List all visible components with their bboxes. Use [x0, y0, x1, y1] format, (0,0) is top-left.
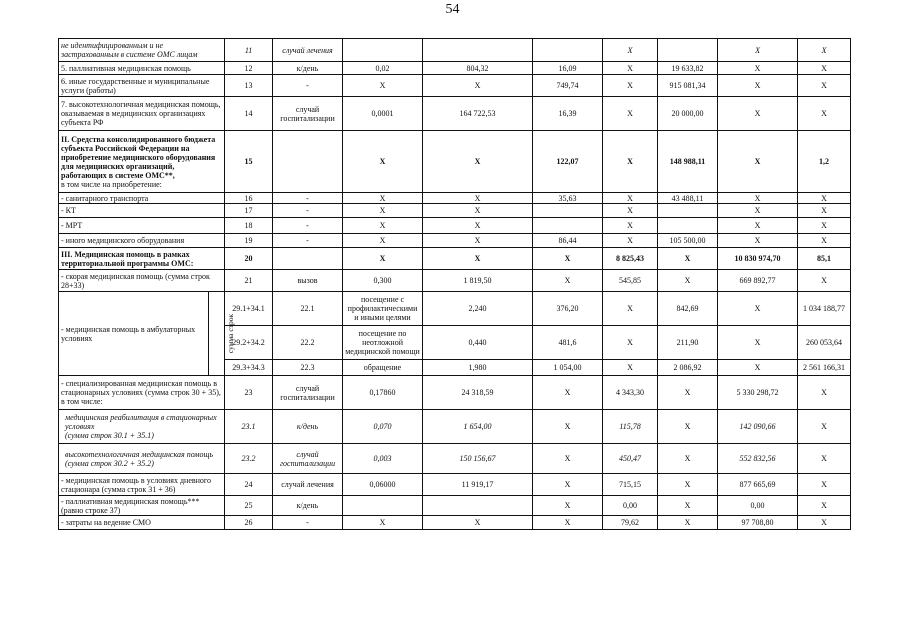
section-heading: III. Медицинская помощь в рамках территориальной программы ОМС:: [59, 248, 225, 270]
row-name: - затраты на ведение СМО: [59, 516, 225, 530]
row-value: 148 988,11: [658, 131, 718, 193]
row-value: X: [533, 270, 603, 292]
row-number: 11: [225, 39, 273, 62]
row-unit: -: [273, 75, 343, 97]
row-value: [533, 204, 603, 218]
row-unit: случай лечения: [273, 39, 343, 62]
row-number: 23.2: [225, 444, 273, 474]
table-row: [59, 516, 851, 530]
row-value: 24 318,59: [423, 376, 533, 410]
row-value: X: [718, 218, 798, 234]
row-unit: посещение по неотложной медицинской помощи: [343, 326, 423, 360]
row-value: 97 708,80: [718, 516, 798, 530]
row-value: 0,00: [603, 496, 658, 516]
row-value: 2 086,92: [658, 360, 718, 376]
row-value: 0,00: [718, 496, 798, 516]
row-value: [533, 39, 603, 62]
sum-label-text: сумма строк: [226, 313, 236, 354]
page-number: 54: [445, 2, 460, 17]
row-value: [343, 496, 423, 516]
row-value: 260 053,64: [798, 326, 851, 360]
row-value: 552 832,56: [718, 444, 798, 474]
row-value: X: [343, 248, 423, 270]
row-value: 2,240: [423, 292, 533, 326]
row-value: 749,74: [533, 75, 603, 97]
row-value: 0,02: [343, 62, 423, 75]
row-name: - медицинская помощь в условиях дневного стационара (сумма строк 31 + 36): [59, 474, 225, 496]
section-heading: II. Средства консолидированного бюджета субъекта Российской Федерации на приобретение медицинского оборудования для медицинских организаций, работающих в системе ОМС**,: [61, 134, 216, 180]
row-name: [59, 410, 225, 444]
row-value: 0,17860: [343, 376, 423, 410]
table-row: [59, 444, 851, 474]
row-value: X: [603, 292, 658, 326]
row-number: 21: [225, 270, 273, 292]
row-value: X: [343, 131, 423, 193]
row-value: X: [798, 444, 851, 474]
row-value: 16,39: [533, 97, 603, 131]
row-number: 13: [225, 75, 273, 97]
row-value: 2 561 166,31: [798, 360, 851, 376]
row-number: 15: [225, 131, 273, 193]
row-value: X: [343, 218, 423, 234]
row-value: X: [658, 270, 718, 292]
row-value: X: [423, 234, 533, 248]
row-number: 14: [225, 97, 273, 131]
row-name: - специализированная медицинская помощь в стационарных условиях (сумма строк 30 + 35), в том числе:: [59, 376, 225, 410]
row-value: X: [718, 326, 798, 360]
row-name: не идентифицированным и не застрахованным в системе ОМС лицам: [59, 39, 225, 62]
row-name: - медицинская помощь в амбулаторных условиях: [59, 292, 209, 376]
row-value: 376,20: [533, 292, 603, 326]
row-value: 20 000,00: [658, 97, 718, 131]
row-value: X: [658, 516, 718, 530]
row-number: 24: [225, 474, 273, 496]
table-row: [59, 376, 851, 410]
row-value: 19 633,82: [658, 62, 718, 75]
row-value: X: [718, 204, 798, 218]
row-value: X: [423, 248, 533, 270]
row-unit: -: [273, 234, 343, 248]
row-value: 1 054,00: [533, 360, 603, 376]
row-value: 43 488,11: [658, 193, 718, 204]
row-value: X: [798, 75, 851, 97]
row-value: 11 919,17: [423, 474, 533, 496]
row-value: X: [533, 516, 603, 530]
row-number: 22.1: [273, 292, 343, 326]
row-value: 877 665,69: [718, 474, 798, 496]
row-value: X: [603, 360, 658, 376]
row-value: 1,980: [423, 360, 533, 376]
table-row: [59, 75, 851, 97]
row-value: X: [603, 218, 658, 234]
row-value: X: [718, 131, 798, 193]
row-sum: 29.1+34.1: [225, 292, 273, 326]
row-name: - санитарного транспорта: [59, 193, 225, 204]
row-unit: [273, 131, 343, 193]
row-name-note: (сумма строк 30.1 + 35.1): [65, 431, 154, 440]
row-value: X: [718, 62, 798, 75]
row-value: X: [603, 75, 658, 97]
row-number: 22.2: [273, 326, 343, 360]
row-value: X: [343, 234, 423, 248]
row-value: X: [603, 62, 658, 75]
row-unit: посещение с профилактическими и иными целями: [343, 292, 423, 326]
table-row: [59, 410, 851, 444]
row-value: X: [798, 218, 851, 234]
row-value: X: [603, 204, 658, 218]
table-row: [59, 204, 851, 218]
row-value: X: [718, 39, 798, 62]
row-unit: случай лечения: [273, 474, 343, 496]
row-value: 85,1: [798, 248, 851, 270]
row-value: 86,44: [533, 234, 603, 248]
row-value: 16,09: [533, 62, 603, 75]
row-value: X: [658, 496, 718, 516]
row-value: X: [718, 193, 798, 204]
row-value: X: [533, 410, 603, 444]
row-value: 122,07: [533, 131, 603, 193]
row-value: X: [658, 444, 718, 474]
row-unit: -: [273, 193, 343, 204]
row-value: X: [343, 193, 423, 204]
row-name: - скорая медицинская помощь (сумма строк 28+33): [59, 270, 225, 292]
row-value: X: [343, 75, 423, 97]
row-value: X: [798, 234, 851, 248]
row-value: [343, 39, 423, 62]
table-row: [59, 131, 851, 193]
row-unit: [273, 248, 343, 270]
row-value: 545,85: [603, 270, 658, 292]
row-name-main: медицинская реабилитация в стационарных условиях: [65, 413, 217, 431]
row-value: X: [798, 496, 851, 516]
row-value: 0,070: [343, 410, 423, 444]
row-value: X: [603, 326, 658, 360]
row-sum: 29.3+34.3: [225, 360, 273, 376]
row-value: 915 081,34: [658, 75, 718, 97]
row-value: X: [603, 39, 658, 62]
table-row: [59, 218, 851, 234]
row-value: X: [718, 75, 798, 97]
row-value: 5 330 298,72: [718, 376, 798, 410]
row-value: 142 090,66: [718, 410, 798, 444]
row-value: 1 819,50: [423, 270, 533, 292]
row-name: - МРТ: [59, 218, 225, 234]
row-value: 35,63: [533, 193, 603, 204]
table-row: [59, 496, 851, 516]
sum-side-label: [209, 292, 236, 376]
row-value: 0,0001: [343, 97, 423, 131]
row-value: 10 830 974,70: [718, 248, 798, 270]
row-name: высокотехнологичная медицинская помощь (сумма строк 30.2 + 35.2): [59, 444, 225, 474]
row-value: 211,90: [658, 326, 718, 360]
row-value: X: [423, 131, 533, 193]
row-value: X: [718, 234, 798, 248]
table-row: [59, 270, 851, 292]
row-value: [658, 39, 718, 62]
row-value: X: [603, 234, 658, 248]
row-value: 481,6: [533, 326, 603, 360]
row-value: [658, 204, 718, 218]
row-unit: к/день: [273, 410, 343, 444]
row-value: X: [658, 474, 718, 496]
row-number: 22.3: [273, 360, 343, 376]
row-number: 23.1: [225, 410, 273, 444]
row-unit: случай госпитализации: [273, 376, 343, 410]
table-row: [59, 97, 851, 131]
row-number: 17: [225, 204, 273, 218]
row-name: - иного медицинского оборудования: [59, 234, 225, 248]
row-unit: -: [273, 516, 343, 530]
row-value: X: [423, 193, 533, 204]
row-unit: вызов: [273, 270, 343, 292]
row-value: X: [658, 248, 718, 270]
row-value: X: [533, 248, 603, 270]
row-value: X: [718, 360, 798, 376]
row-number: 26: [225, 516, 273, 530]
row-value: 115,78: [603, 410, 658, 444]
row-value: 79,62: [603, 516, 658, 530]
table-row: [59, 248, 851, 270]
row-unit: -: [273, 218, 343, 234]
row-value: 1 034 188,77: [798, 292, 851, 326]
table-row: [59, 474, 851, 496]
row-value: X: [603, 193, 658, 204]
row-value: X: [798, 376, 851, 410]
row-unit: -: [273, 204, 343, 218]
row-value: X: [423, 516, 533, 530]
row-name-note: в том числе на приобретение:: [61, 179, 162, 189]
row-value: X: [798, 270, 851, 292]
row-value: X: [533, 474, 603, 496]
row-value: X: [798, 62, 851, 75]
row-value: 0,300: [343, 270, 423, 292]
row-value: 0,440: [423, 326, 533, 360]
row-number: 12: [225, 62, 273, 75]
row-value: X: [423, 75, 533, 97]
table-row: [59, 193, 851, 204]
row-value: 669 892,77: [718, 270, 798, 292]
row-value: 0,003: [343, 444, 423, 474]
row-value: X: [343, 204, 423, 218]
row-number: 25: [225, 496, 273, 516]
row-name: 5. паллиативная медицинская помощь: [59, 62, 225, 75]
row-value: [423, 496, 533, 516]
row-value: 150 156,67: [423, 444, 533, 474]
row-unit: случай госпитализации: [273, 444, 343, 474]
row-value: X: [798, 193, 851, 204]
row-value: X: [603, 97, 658, 131]
row-value: X: [658, 410, 718, 444]
row-name: [59, 131, 225, 193]
row-value: 105 500,00: [658, 234, 718, 248]
row-value: 0,06000: [343, 474, 423, 496]
table-row: [59, 39, 851, 62]
row-value: 1 654,00: [423, 410, 533, 444]
row-value: X: [343, 516, 423, 530]
row-value: 4 343,30: [603, 376, 658, 410]
row-value: X: [603, 131, 658, 193]
row-value: 804,32: [423, 62, 533, 75]
row-number: 20: [225, 248, 273, 270]
row-name: 6. иные государственные и муниципальные услуги (работы): [59, 75, 225, 97]
row-number: 16: [225, 193, 273, 204]
row-value: 715,15: [603, 474, 658, 496]
financing-table: [58, 38, 851, 530]
row-name: 7. высокотехнологичная медицинская помощь, оказываемая в медицинских организациях субъекта РФ: [59, 97, 225, 131]
row-value: X: [423, 204, 533, 218]
row-value: X: [533, 376, 603, 410]
row-value: X: [718, 292, 798, 326]
row-value: X: [533, 496, 603, 516]
row-name: - паллиативная медицинская помощь*** (равно строке 37): [59, 496, 225, 516]
row-value: [423, 39, 533, 62]
row-value: 842,69: [658, 292, 718, 326]
row-value: [658, 218, 718, 234]
row-value: 1,2: [798, 131, 851, 193]
row-value: 450,47: [603, 444, 658, 474]
row-number: 18: [225, 218, 273, 234]
table-row: [59, 292, 851, 326]
table-row: [59, 62, 851, 75]
row-value: X: [533, 444, 603, 474]
row-sum: 29.2+34.2: [225, 326, 273, 360]
row-name: - КТ: [59, 204, 225, 218]
row-value: [533, 218, 603, 234]
row-value: 8 825,43: [603, 248, 658, 270]
row-value: X: [798, 204, 851, 218]
row-value: X: [798, 97, 851, 131]
row-value: X: [718, 97, 798, 131]
row-value: 164 722,53: [423, 97, 533, 131]
row-value: X: [423, 218, 533, 234]
row-unit: к/день: [273, 496, 343, 516]
row-value: X: [798, 516, 851, 530]
row-value: X: [798, 39, 851, 62]
row-unit: случай госпитализации: [273, 97, 343, 131]
row-unit: к/день: [273, 62, 343, 75]
row-value: X: [798, 410, 851, 444]
row-value: X: [658, 376, 718, 410]
row-number: 19: [225, 234, 273, 248]
row-value: X: [798, 474, 851, 496]
table-row: [59, 234, 851, 248]
row-number: 23: [225, 376, 273, 410]
row-unit: обращение: [343, 360, 423, 376]
